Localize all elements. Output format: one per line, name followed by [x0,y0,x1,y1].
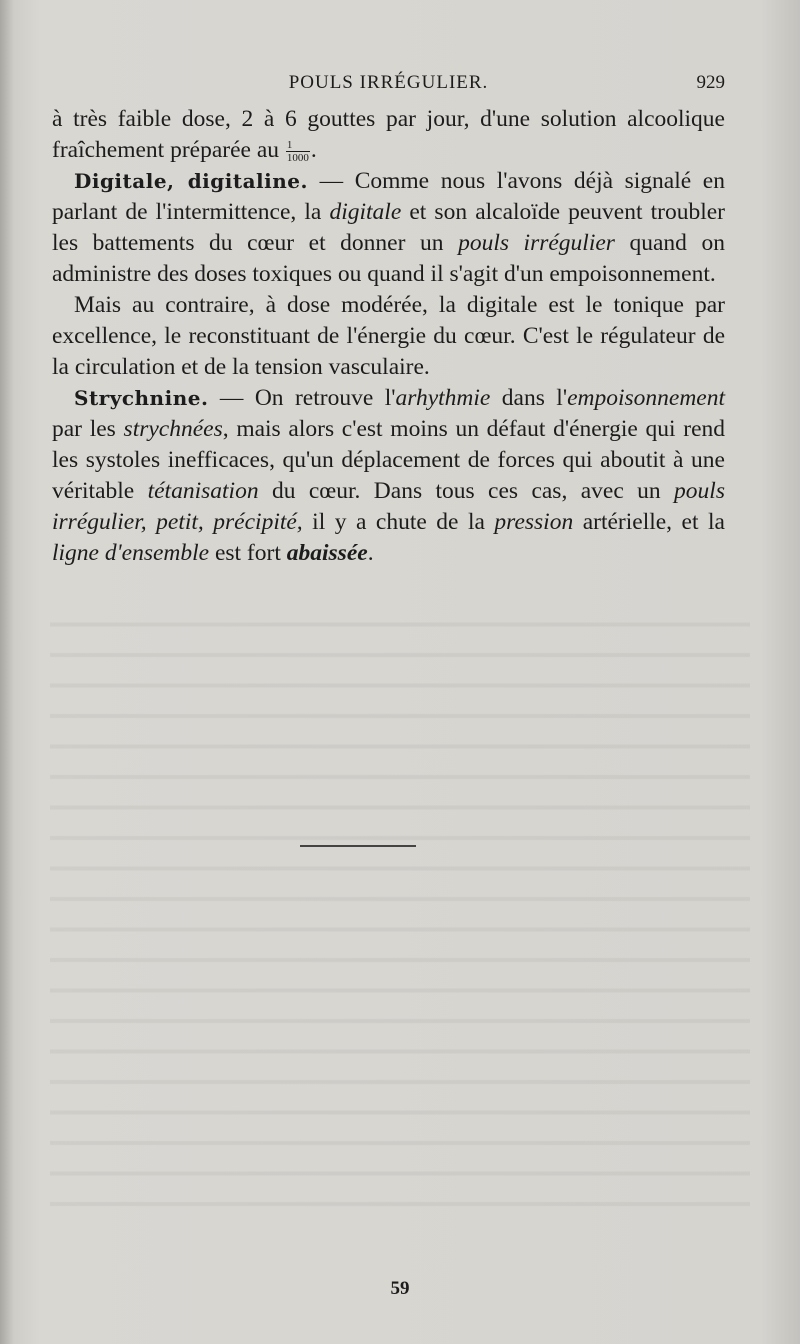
paragraph-strychnine: Strychnine. — On retrouve l'arhythmie dans l'empoisonnement par les strychnées, mais alors c'est moins un défaut d'énergie qui rend les systoles inefficaces, qu'un déplacement de forces qui aboutit à une véritable tétanisation du cœur. Dans tous ces cas, avec un pouls irrégulier, petit, précipité, il y a chute de la pression artérielle, et la ligne d'ensemble est fort abaissée. [52,385,725,566]
running-title: POULS IRRÉGULIER. [288,72,489,93]
section-rule [300,845,416,847]
section-heading-digitale: Digitale, digitaline. [74,169,308,193]
paragraph-digitale: Digitale, digitaline. — Comme nous l'avons déjà signalé en parlant de l'intermittence, la digitale et son alcaloïde peuvent troubler les battements du cœur et donner un pouls irrégulier quand on administre des doses toxiques ou quand il s'agit d'un empoisonnement. [52,168,725,287]
bleed-through-texture [50,600,750,1220]
section-heading-strychnine: Strychnine. [74,386,209,410]
fraction: $\frac{1}{1000}$ [286,139,309,165]
page-number: 929 [696,72,725,93]
paragraph-1: à très faible dose, 2 à 6 gouttes par jour, d'une solution alcoolique fraîchement préparée au $\frac{1}{1000}$ . [52,106,725,165]
running-head [52,72,725,98]
signature-mark: 59 [390,1278,410,1299]
body-text [52,104,725,569]
paragraph-tonique: Mais au contraire, à dose modérée, la digitale est le tonique par excellence, le reconstituant de l'énergie du cœur. C'est le régulateur de la circulation et de la tension vasculaire. [52,292,725,380]
